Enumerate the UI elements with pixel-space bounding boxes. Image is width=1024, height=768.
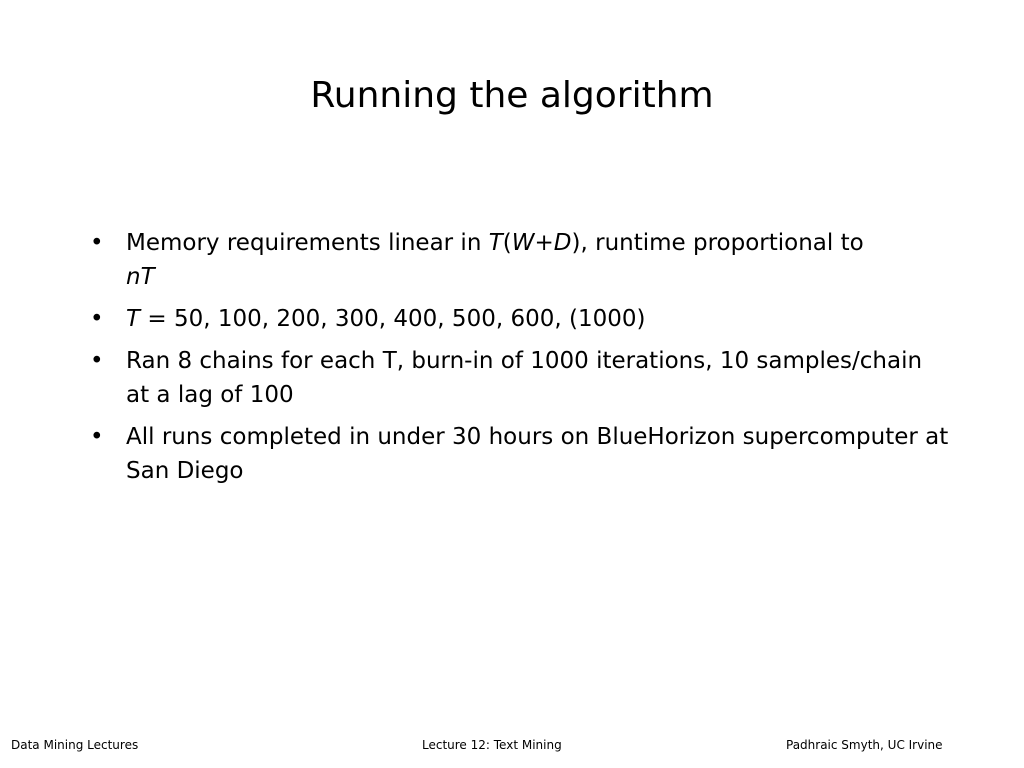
bullet-text: All runs completed in under 30 hours on BlueHorizon supercomputer at San Diego: [126, 424, 949, 484]
variable-w: W: [511, 230, 535, 256]
bullet-text: Ran 8 chains for each T, burn-in of 1000 iterations, 10 samples/chain at a lag of 100: [126, 348, 923, 408]
variable-t: T: [126, 306, 141, 332]
variable-d: D: [553, 230, 572, 256]
bullet-text-segment: +: [534, 230, 554, 256]
bullet-icon: •: [90, 348, 104, 374]
bullet-icon: •: [90, 424, 104, 450]
bullet-item: [90, 302, 950, 336]
bullet-text-segment: Memory requirements linear in: [126, 230, 489, 256]
bullet-list: [90, 226, 950, 496]
slide-title: Running the algorithm: [310, 75, 714, 116]
bullet-item: [90, 420, 950, 488]
bullet-icon: •: [90, 306, 104, 332]
variable-t: T: [488, 230, 503, 256]
bullet-text: [126, 306, 645, 332]
footer-lecture-title: Lecture 12: Text Mining: [422, 738, 562, 752]
bullet-item: [90, 226, 950, 294]
bullet-text-segment: (: [502, 230, 512, 256]
bullet-item: [90, 344, 950, 412]
footer-course-title: Data Mining Lectures: [11, 738, 139, 752]
bullet-icon: •: [90, 230, 104, 256]
footer-author: Padhraic Smyth, UC Irvine: [786, 738, 943, 752]
variable-nt: nT: [126, 264, 155, 290]
bullet-text-segment: = 50, 100, 200, 300, 400, 500, 600, (1000): [140, 306, 646, 332]
bullet-text-segment: ), runtime proportional to: [571, 230, 864, 256]
bullet-text: [126, 230, 864, 290]
